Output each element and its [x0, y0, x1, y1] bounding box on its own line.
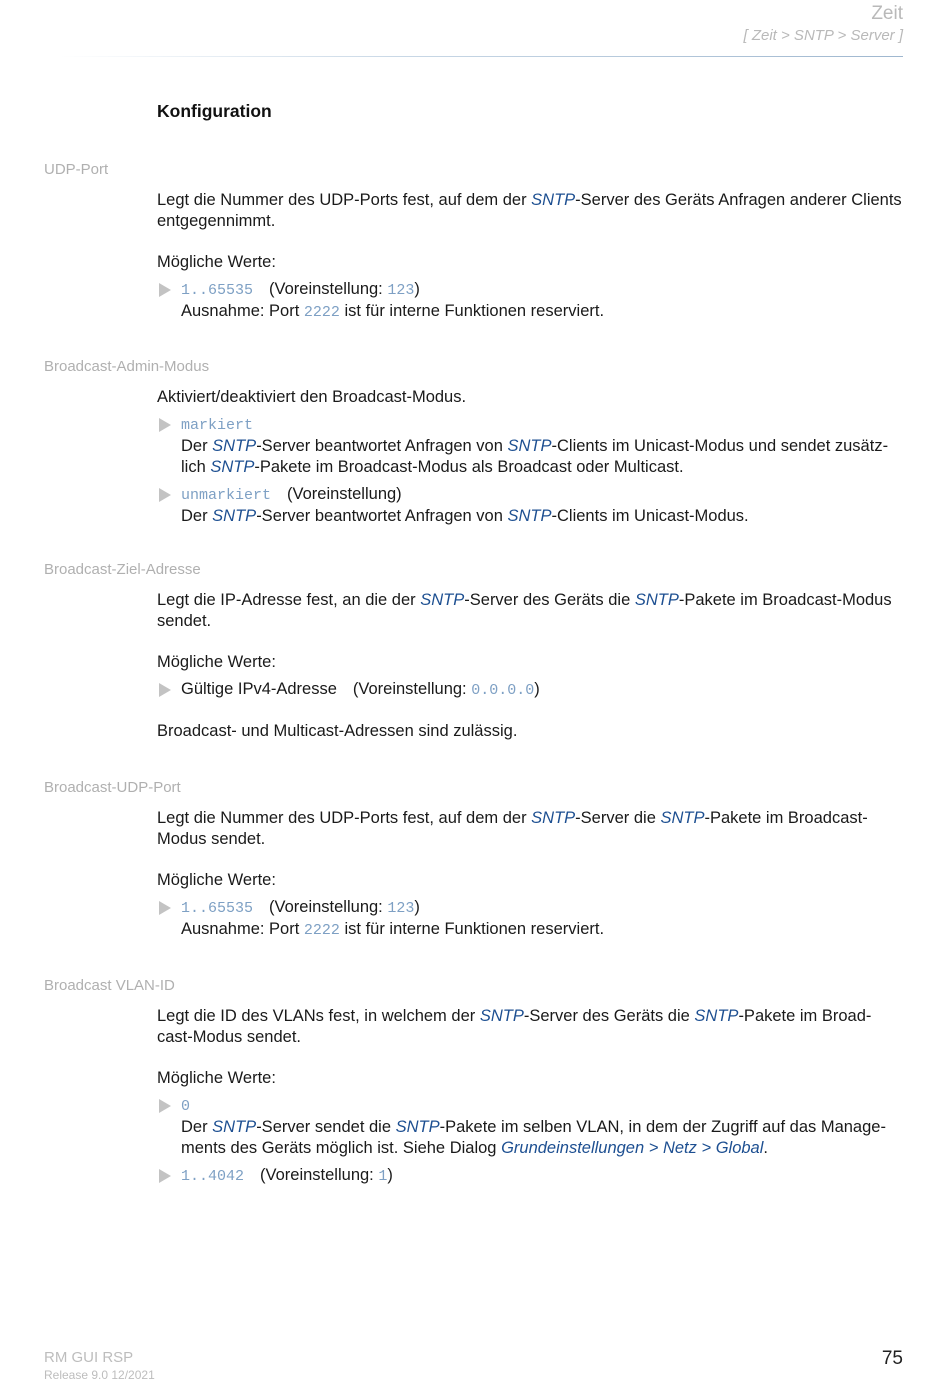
bullet-arrow-icon — [159, 418, 171, 432]
description: Aktiviert/deaktiviert den Broadcast-Modus. — [157, 388, 467, 406]
page-number: 75 — [881, 1348, 903, 1369]
value-item: 1..65535 (Voreinstellung: 123) Ausnahme: Port 2222 ist für interne Funktionen reserviert. — [157, 279, 907, 323]
breadcrumb: [ Zeit > SNTP > Server ] — [743, 27, 903, 44]
param-label-broadcast-vlan-id: Broadcast VLAN-ID — [44, 977, 175, 994]
possible-values-label: Mögliche Werte: — [157, 871, 276, 889]
param-udp-port — [157, 190, 907, 323]
bullet-arrow-icon — [159, 901, 171, 915]
page-header — [744, 2, 904, 46]
description: Legt die ID des VLANs fest, in welchem der SNTP-Server des Geräts die SNTP-Pakete im Broad-cast-Modus sendet. — [157, 1007, 872, 1046]
param-label-broadcast-target-address: Broadcast-Ziel-Adresse — [44, 561, 201, 578]
param-label-broadcast-admin-mode: Broadcast-Admin-Modus — [44, 358, 210, 375]
possible-values-label: Mögliche Werte: — [157, 1069, 276, 1087]
bullet-arrow-icon — [159, 683, 171, 697]
bullet-arrow-icon — [159, 1099, 171, 1113]
possible-values-label: Mögliche Werte: — [157, 253, 276, 271]
param-label-broadcast-udp-port: Broadcast-UDP-Port — [44, 779, 181, 796]
param-broadcast-admin-mode — [157, 387, 907, 527]
value-item: markiert Der SNTP-Server beantwortet Anfragen von SNTP-Clients im Unicast-Modus und sendet zusätz-lich SNTP-Pakete im Broadcast-Modus als Broadcast oder Multicast. — [157, 414, 907, 478]
value-item: 0 Der SNTP-Server sendet die SNTP-Pakete im selben VLAN, in dem der Zugriff auf das Manage-ments des Geräts möglich ist. Siehe Dialog Grundeinstellungen > Netz > Global. — [157, 1095, 907, 1159]
bullet-arrow-icon — [159, 488, 171, 502]
param-broadcast-udp-port — [157, 808, 907, 941]
bullet-arrow-icon — [159, 283, 171, 297]
possible-values-label: Mögliche Werte: — [157, 653, 276, 671]
param-label-udp-port: UDP-Port — [44, 161, 109, 178]
note: Broadcast- und Multicast-Adressen sind zulässig. — [157, 722, 518, 740]
footer-doc-info — [44, 1349, 155, 1383]
description: Legt die Nummer des UDP-Ports fest, auf dem der SNTP-Server des Geräts Anfragen anderer Clients entgegennimmt. — [157, 191, 902, 230]
param-broadcast-target-address — [157, 590, 907, 742]
description: Legt die Nummer des UDP-Ports fest, auf dem der SNTP-Server die SNTP-Pakete im Broadcast-Modus sendet. — [157, 809, 868, 848]
bullet-arrow-icon — [159, 1169, 171, 1183]
dialog-link[interactable]: Grundeinstellungen > Netz > Global — [501, 1139, 764, 1157]
header-divider — [60, 56, 903, 57]
description: Legt die IP-Adresse fest, an die der SNTP-Server des Geräts die SNTP-Pakete im Broadcast-Modus sendet. — [157, 591, 892, 630]
chapter-title: Zeit — [871, 3, 903, 24]
value-item: unmarkiert (Voreinstellung) Der SNTP-Server beantwortet Anfragen von SNTP-Clients im Unicast-Modus. — [157, 484, 907, 527]
release-info: Release 9.0 12/2021 — [44, 1368, 155, 1382]
value-item: 1..4042 (Voreinstellung: 1) — [157, 1165, 907, 1187]
value-item: Gültige IPv4-Adresse (Voreinstellung: 0.0.0.0) — [157, 679, 907, 701]
param-broadcast-vlan-id — [157, 1006, 907, 1187]
section-title: Konfiguration — [157, 101, 272, 121]
value-item: 1..65535 (Voreinstellung: 123) Ausnahme: Port 2222 ist für interne Funktionen reserviert. — [157, 897, 907, 941]
doc-title: RM GUI RSP — [44, 1349, 134, 1366]
